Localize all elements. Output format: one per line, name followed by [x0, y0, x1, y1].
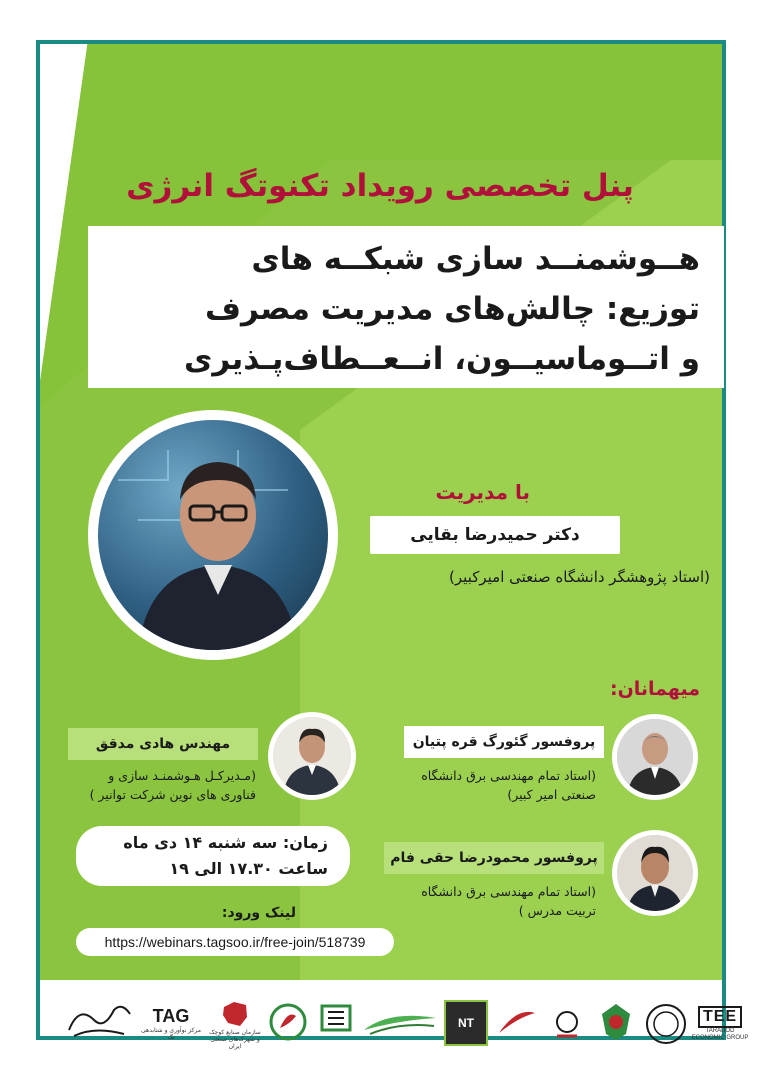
iran-map-icon [220, 999, 250, 1029]
guest-1-desc-line-2: صنعتی امیر کبیر) [507, 787, 596, 802]
moderator-affiliation: (استاد پژوهشگر دانشگاه صنعتی امیرکبیر) [449, 568, 710, 586]
subtitle-line-3: و اتــوماسیــون، انــعــطاف‌پـذیری [183, 341, 700, 377]
guest-2-photo [612, 830, 698, 916]
iran-map-logo [208, 998, 262, 1050]
link-label: لینک ورود: [221, 905, 296, 921]
guest-1-portrait-graphic [617, 719, 693, 795]
red-swoosh-icon [495, 1003, 539, 1043]
moderator-photo [88, 410, 338, 660]
tee-logo-text: TEE [698, 1006, 742, 1028]
guest-1-desc-line-1: (استاد تمام مهندسی برق دانشگاه [421, 768, 596, 783]
seal-icon [644, 1002, 688, 1046]
registration-link[interactable]: https://webinars.tagsoo.ir/free-join/518739 [76, 928, 394, 956]
guest-2-desc-line-1: (استاد تمام مهندسی برق دانشگاه [421, 884, 596, 899]
guest-1-photo [612, 714, 698, 800]
taradod-caption: TARADOD ECONOMIC GROUP [691, 1028, 749, 1041]
guest-3-desc-line-2: فناوری های نوین شرکت توانیر ) [89, 787, 256, 802]
shooraa-icon [316, 1002, 356, 1042]
event-title: پنل تخصصی رویداد تکنوتگ انرژی [126, 168, 634, 204]
moderator-label: با مدیریت [435, 480, 530, 504]
guest-3-photo-image [273, 717, 351, 795]
taradod-logo [690, 998, 750, 1050]
red-swoosh-logo [492, 1002, 542, 1044]
guest-3-photo [268, 712, 356, 800]
event-date: زمان: سه شنبه ۱۴ دی ماه [123, 833, 328, 852]
event-time [76, 826, 350, 886]
guest-3-name: مهندس هادی مدقق [68, 728, 258, 760]
moderator-name: دکتر حمیدرضا بقایی [370, 516, 620, 554]
tag-logo-caption: مرکز نوآوری و شتابدهی تگ [141, 1026, 201, 1041]
guest-2-description [390, 882, 596, 920]
iran-logo-caption: سازمان صنایع کوچک و شهرک‌های صنعتی ایران [209, 1028, 261, 1050]
tag-logo-text: TAG [152, 1005, 190, 1026]
nt-logo [444, 1000, 488, 1046]
sponsor-logos [58, 994, 749, 1054]
event-hours: ساعت ۱۷.۳۰ الی ۱۹ [169, 859, 328, 878]
shooraa-logo [314, 1000, 358, 1044]
rasad-icon [547, 1004, 587, 1044]
guests-label: میهمانان: [609, 678, 700, 700]
guest-1-description [390, 766, 596, 804]
moderator-photo-image [98, 420, 328, 650]
calligraphy-logo [64, 1000, 134, 1044]
subtitle-line-2: توزیع: چالش‌های مدیریت مصرف [204, 291, 700, 327]
kerman-logo [594, 998, 638, 1048]
nt-logo-text: NT [458, 1016, 474, 1030]
moderator-portrait-graphic [98, 420, 328, 650]
guest-2-photo-image [617, 835, 693, 911]
green-wave-logo [360, 1006, 440, 1040]
guest-1-name: پروفسور گئورگ قره پتیان [404, 726, 604, 758]
seal-logo [642, 1000, 690, 1048]
guest-2-name: پروفسور محمودرضا حقی فام [384, 842, 604, 874]
leaf-circle-icon [268, 1002, 308, 1042]
guest-1-photo-image [617, 719, 693, 795]
green-wave-icon [360, 1006, 440, 1040]
circle-leaf-logo [266, 1000, 310, 1044]
rasad-logo [544, 1002, 590, 1046]
kerman-emblem-icon [596, 1000, 636, 1046]
guest-3-portrait-graphic [273, 717, 351, 795]
guest-3-description [60, 766, 256, 804]
tag-logo [140, 998, 202, 1048]
guest-2-desc-line-2: تربیت مدرس ) [518, 903, 596, 918]
guest-3-desc-line-1: (مـدیرکـل هـوشمنـد سازی و [108, 768, 256, 783]
calligraphy-logo-icon [64, 1000, 134, 1044]
subtitle-line-1: هــوشمنــد سازی شبکــه های [251, 241, 700, 277]
subtitle-box [88, 226, 724, 388]
guest-2-portrait-graphic [617, 835, 693, 911]
